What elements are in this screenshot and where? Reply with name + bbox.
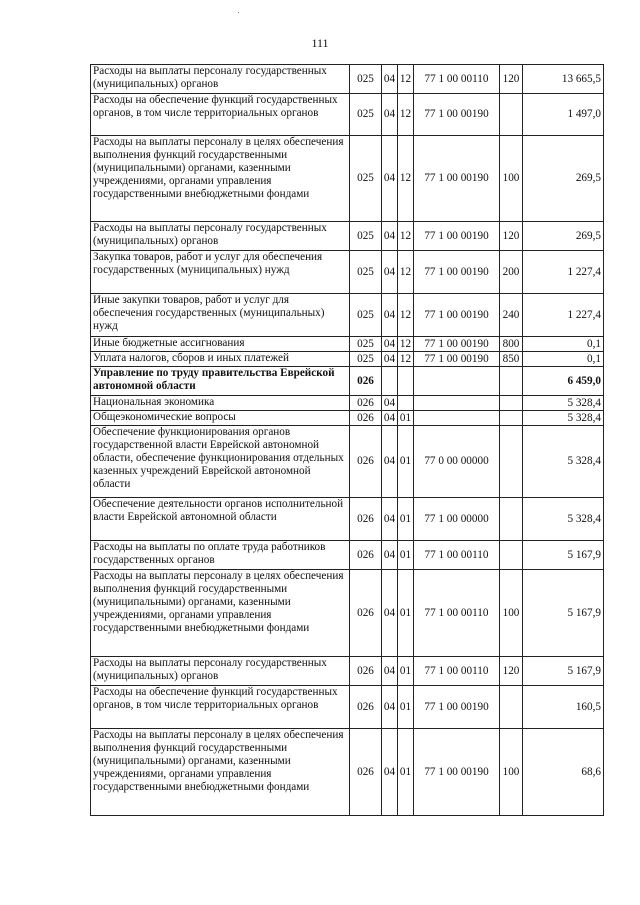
target-article-cell: 77 1 00 00110: [414, 65, 500, 94]
grbs-code-cell: 026: [350, 411, 382, 426]
target-article-cell: 77 1 00 00190: [414, 352, 500, 367]
table-row: [91, 729, 604, 816]
amount-cell: 1 497,0: [523, 94, 604, 136]
section-code-cell: 04: [382, 426, 398, 498]
row-name-cell: Обеспечение функционирования органов государственной власти Еврейской автономной области, обеспечение функционирования отдельных казенных учреждений Еврейской автономной области: [91, 426, 350, 498]
row-name-cell: Иные закупки товаров, работ и услуг для обеспечения государственных (муниципальных) нужд: [91, 294, 350, 337]
section-code-cell: 04: [382, 251, 398, 294]
subsection-code-cell: 12: [398, 352, 414, 367]
expense-type-cell: 120: [500, 65, 523, 94]
amount-cell: 5 328,4: [523, 411, 604, 426]
amount-cell: 160,5: [523, 686, 604, 729]
expense-type-cell: [500, 411, 523, 426]
row-name-cell: Расходы на выплаты персоналу государственных (муниципальных) органов: [91, 65, 350, 94]
table-row: [91, 337, 604, 352]
table-row: [91, 294, 604, 337]
table-row: [91, 657, 604, 686]
target-article-cell: 77 1 00 00190: [414, 294, 500, 337]
grbs-code-cell: 026: [350, 498, 382, 541]
subsection-code-cell: 01: [398, 426, 414, 498]
table-row: [91, 498, 604, 541]
budget-table-body: [91, 65, 604, 816]
section-code-cell: 04: [382, 294, 398, 337]
budget-table: [90, 64, 604, 816]
table-row: [91, 411, 604, 426]
section-code-cell: 04: [382, 411, 398, 426]
subsection-code-cell: 12: [398, 94, 414, 136]
row-name-cell: Национальная экономика: [91, 396, 350, 411]
amount-cell: 6 459,0: [523, 367, 604, 396]
grbs-code-cell: 026: [350, 367, 382, 396]
row-name-cell: Расходы на обеспечение функций государственных органов, в том числе территориальных органов: [91, 686, 350, 729]
target-article-cell: 77 1 00 00190: [414, 222, 500, 251]
subsection-code-cell: 12: [398, 222, 414, 251]
table-row: [91, 136, 604, 222]
target-article-cell: [414, 411, 500, 426]
expense-type-cell: 850: [500, 352, 523, 367]
expense-type-cell: [500, 498, 523, 541]
grbs-code-cell: 025: [350, 65, 382, 94]
amount-cell: 0,1: [523, 352, 604, 367]
expense-type-cell: [500, 367, 523, 396]
subsection-code-cell: 01: [398, 570, 414, 657]
target-article-cell: [414, 396, 500, 411]
section-code-cell: 04: [382, 94, 398, 136]
grbs-code-cell: 026: [350, 729, 382, 816]
expense-type-cell: 120: [500, 657, 523, 686]
subsection-code-cell: 12: [398, 251, 414, 294]
amount-cell: 5 328,4: [523, 426, 604, 498]
section-code-cell: 04: [382, 541, 398, 570]
target-article-cell: 77 1 00 00110: [414, 570, 500, 657]
target-article-cell: 77 1 00 00000: [414, 498, 500, 541]
subsection-code-cell: 12: [398, 294, 414, 337]
subsection-code-cell: 01: [398, 686, 414, 729]
target-article-cell: 77 1 00 00190: [414, 337, 500, 352]
target-article-cell: 77 1 00 00190: [414, 729, 500, 816]
page-number: 111: [311, 36, 329, 50]
row-name-cell: Расходы на выплаты персоналу государственных (муниципальных) органов: [91, 222, 350, 251]
expense-type-cell: [500, 541, 523, 570]
section-code-cell: 04: [382, 729, 398, 816]
subsection-code-cell: [398, 396, 414, 411]
expense-type-cell: 200: [500, 251, 523, 294]
row-name-cell: Расходы на выплаты персоналу государственных (муниципальных) органов: [91, 657, 350, 686]
subsection-code-cell: 12: [398, 136, 414, 222]
table-row: [91, 426, 604, 498]
row-name-cell: Уплата налогов, сборов и иных платежей: [91, 352, 350, 367]
subsection-code-cell: 01: [398, 498, 414, 541]
row-name-cell: Иные бюджетные ассигнования: [91, 337, 350, 352]
row-name-cell: Обеспечение деятельности органов исполнительной власти Еврейской автономной области: [91, 498, 350, 541]
table-row: [91, 367, 604, 396]
amount-cell: 269,5: [523, 136, 604, 222]
grbs-code-cell: 026: [350, 541, 382, 570]
section-code-cell: 04: [382, 686, 398, 729]
subsection-code-cell: 01: [398, 657, 414, 686]
section-code-cell: 04: [382, 396, 398, 411]
table-row: [91, 94, 604, 136]
grbs-code-cell: 025: [350, 337, 382, 352]
amount-cell: 5 167,9: [523, 570, 604, 657]
expense-type-cell: 240: [500, 294, 523, 337]
amount-cell: 13 665,5: [523, 65, 604, 94]
subsection-code-cell: [398, 367, 414, 396]
grbs-code-cell: 025: [350, 251, 382, 294]
subsection-code-cell: 01: [398, 411, 414, 426]
section-code-cell: 04: [382, 498, 398, 541]
grbs-code-cell: 025: [350, 352, 382, 367]
section-code-cell: [382, 367, 398, 396]
section-code-cell: 04: [382, 65, 398, 94]
amount-cell: 5 167,9: [523, 657, 604, 686]
section-code-cell: 04: [382, 657, 398, 686]
grbs-code-cell: 026: [350, 396, 382, 411]
row-name-cell: Расходы на выплаты персоналу в целях обеспечения выполнения функций государственными (муниципальными) органами, казенными учреждениями, органами управления государственными внебюджетными фондами: [91, 729, 350, 816]
target-article-cell: [414, 367, 500, 396]
grbs-code-cell: 026: [350, 686, 382, 729]
amount-cell: 5 167,9: [523, 541, 604, 570]
row-name-cell: Расходы на выплаты персоналу в целях обеспечения выполнения функций государственными (муниципальными) органами, казенными учреждениями, органами управления государственными внебюджетными фондами: [91, 136, 350, 222]
grbs-code-cell: 025: [350, 222, 382, 251]
section-code-cell: 04: [382, 337, 398, 352]
section-code-cell: 04: [382, 570, 398, 657]
subsection-code-cell: 12: [398, 337, 414, 352]
section-code-cell: 04: [382, 136, 398, 222]
table-row: [91, 65, 604, 94]
table-row: [91, 222, 604, 251]
row-name-cell: Расходы на выплаты по оплате труда работников государственных органов: [91, 541, 350, 570]
target-article-cell: 77 1 00 00190: [414, 136, 500, 222]
target-article-cell: 77 1 00 00190: [414, 686, 500, 729]
expense-type-cell: 800: [500, 337, 523, 352]
grbs-code-cell: 026: [350, 426, 382, 498]
row-name-cell: Закупка товаров, работ и услуг для обеспечения государственных (муниципальных) нужд: [91, 251, 350, 294]
amount-cell: 0,1: [523, 337, 604, 352]
target-article-cell: 77 1 00 00190: [414, 251, 500, 294]
table-row: [91, 570, 604, 657]
amount-cell: 1 227,4: [523, 251, 604, 294]
row-name-cell: Общеэкономические вопросы: [91, 411, 350, 426]
grbs-code-cell: 025: [350, 136, 382, 222]
expense-type-cell: [500, 396, 523, 411]
expense-type-cell: [500, 94, 523, 136]
amount-cell: 5 328,4: [523, 498, 604, 541]
target-article-cell: 77 1 00 00190: [414, 94, 500, 136]
table-row: [91, 396, 604, 411]
section-code-cell: 04: [382, 222, 398, 251]
grbs-code-cell: 025: [350, 294, 382, 337]
target-article-cell: 77 1 00 00110: [414, 657, 500, 686]
expense-type-cell: [500, 686, 523, 729]
amount-cell: 1 227,4: [523, 294, 604, 337]
expense-type-cell: 120: [500, 222, 523, 251]
amount-cell: 68,6: [523, 729, 604, 816]
grbs-code-cell: 026: [350, 570, 382, 657]
subsection-code-cell: 12: [398, 65, 414, 94]
expense-type-cell: 100: [500, 570, 523, 657]
expense-type-cell: [500, 426, 523, 498]
table-row: [91, 541, 604, 570]
amount-cell: 269,5: [523, 222, 604, 251]
scan-speck: [238, 12, 239, 13]
subsection-code-cell: 01: [398, 541, 414, 570]
table-row: [91, 251, 604, 294]
row-name-cell: Расходы на выплаты персоналу в целях обеспечения выполнения функций государственными (муниципальными) органами, казенными учреждениями, органами управления государственными внебюджетными фондами: [91, 570, 350, 657]
subsection-code-cell: 01: [398, 729, 414, 816]
section-code-cell: 04: [382, 352, 398, 367]
target-article-cell: 77 0 00 00000: [414, 426, 500, 498]
row-name-cell: Расходы на обеспечение функций государственных органов, в том числе территориальных органов: [91, 94, 350, 136]
table-row: [91, 686, 604, 729]
grbs-code-cell: 026: [350, 657, 382, 686]
expense-type-cell: 100: [500, 136, 523, 222]
expense-type-cell: 100: [500, 729, 523, 816]
table-row: [91, 352, 604, 367]
amount-cell: 5 328,4: [523, 396, 604, 411]
row-name-cell: Управление по труду правительства Еврейской автономной области: [91, 367, 350, 396]
target-article-cell: 77 1 00 00110: [414, 541, 500, 570]
grbs-code-cell: 025: [350, 94, 382, 136]
